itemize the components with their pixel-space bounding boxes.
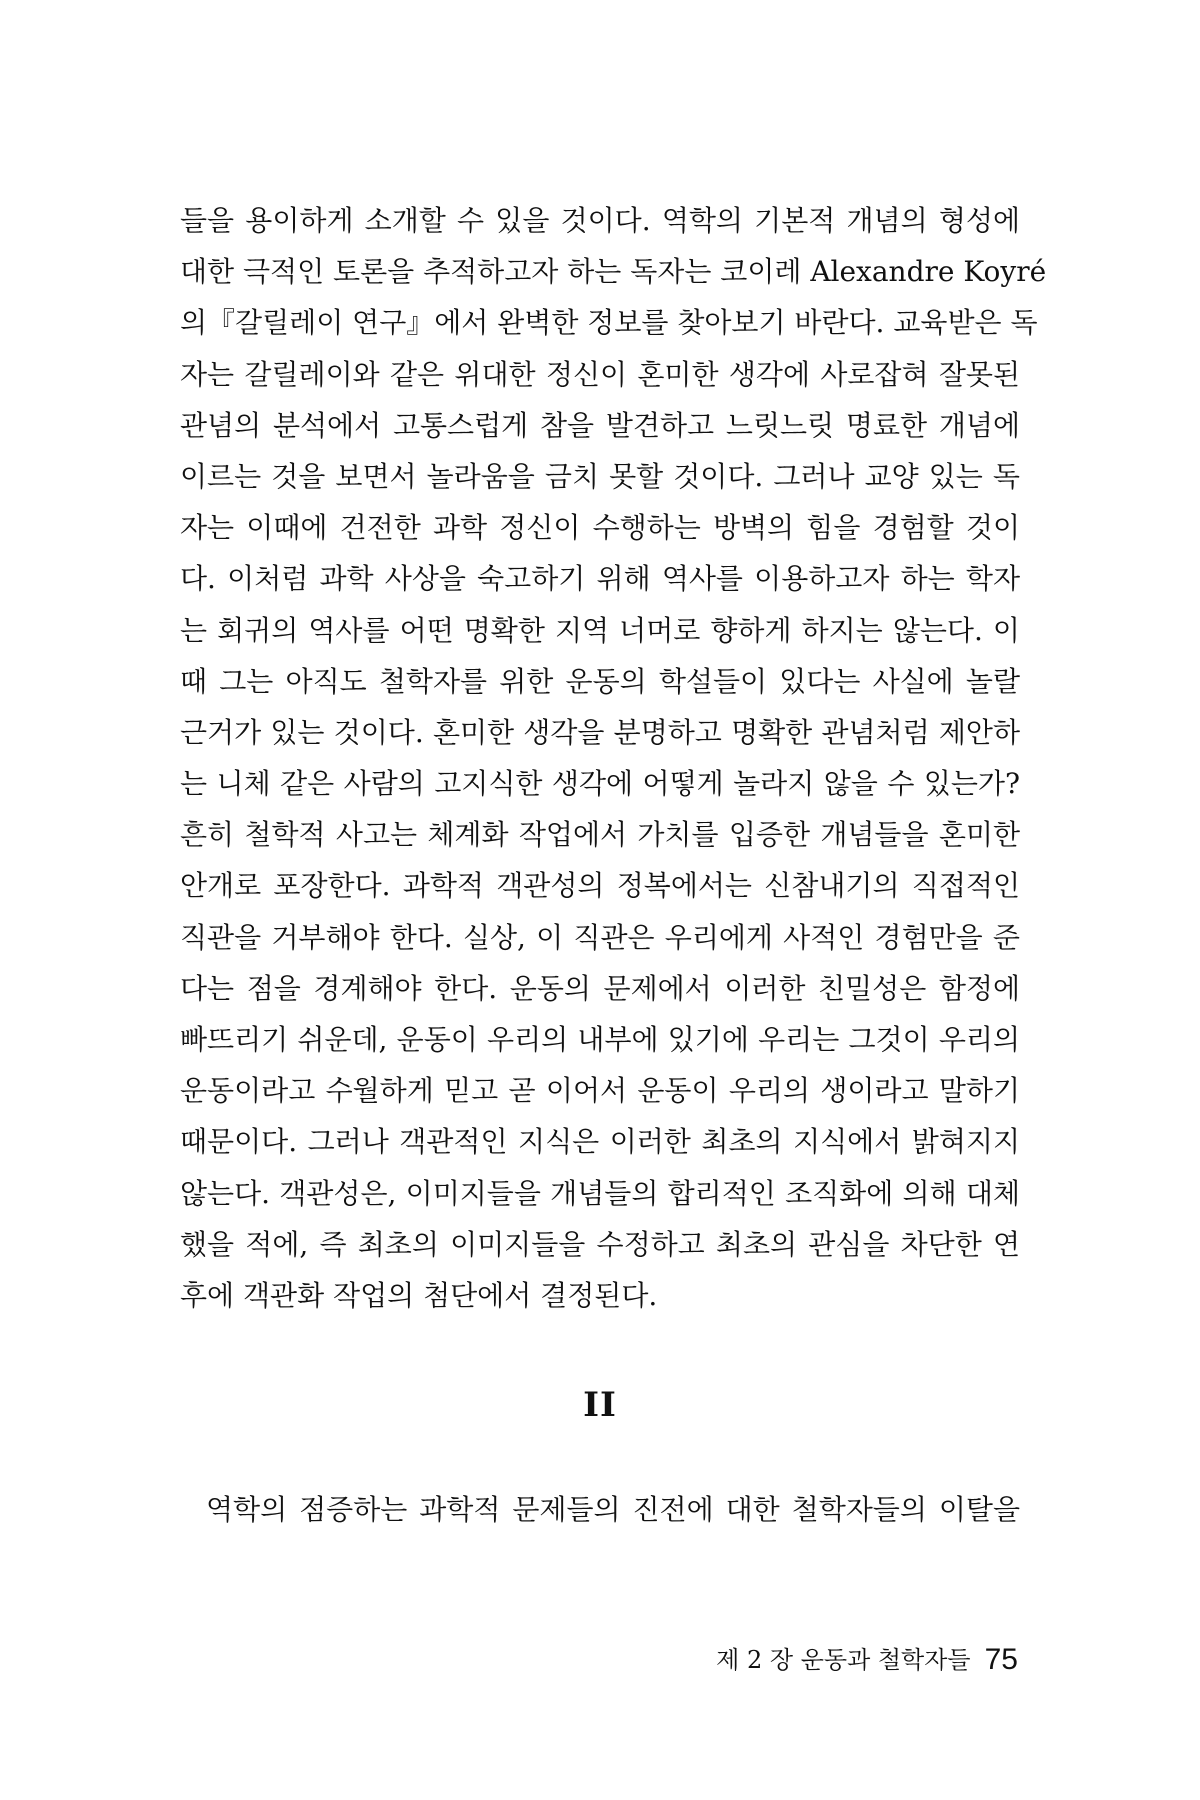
text-line: 안개로 포장한다. 과학적 객관성의 정복에서는 신참내기의 직접적인 xyxy=(180,869,1020,903)
text-line: 때문이다. 그러나 객관적인 지식은 이러한 최초의 지식에서 밝혀지지 xyxy=(180,1125,1020,1159)
text-line-last: 후에 객관화 작업의 첨단에서 결정된다. xyxy=(180,1278,658,1312)
text-line: 는 니체 같은 사람의 고지식한 생각에 어떻게 놀라지 않을 수 있는가? xyxy=(180,767,1020,801)
text-line: 근거가 있는 것이다. 혼미한 생각을 분명하고 명확한 관념처럼 제안하 xyxy=(180,715,1020,749)
running-head: 제 2 장 운동과 철학자들 xyxy=(716,1646,971,1674)
text-line: 빠뜨리기 쉬운데, 운동이 우리의 내부에 있기에 우리는 그것이 우리의 xyxy=(180,1023,1020,1056)
text-line: 다는 점을 경계해야 한다. 운동의 문제에서 이러한 친밀성은 함정에 xyxy=(180,971,1020,1005)
text-line: 흔히 철학적 사고는 체계화 작업에서 가치를 입증한 개념들을 혼미한 xyxy=(180,818,1020,852)
text-line: 관념의 분석에서 고통스럽게 참을 발견하고 느릿느릿 명료한 개념에 xyxy=(180,408,1020,442)
text-line: 직관을 거부해야 한다. 실상, 이 직관은 우리에게 사적인 경험만을 준 xyxy=(180,920,1020,954)
body-paragraph xyxy=(180,195,1047,1321)
section-heading: II xyxy=(583,1385,617,1425)
text-line: 않는다. 객관성은, 이미지들을 개념들의 합리적인 조직화에 의해 대체 xyxy=(180,1176,1020,1210)
text-line: 했을 적에, 즉 최초의 이미지들을 수정하고 최초의 관심을 차단한 연 xyxy=(180,1227,1020,1261)
text-line: 는 회귀의 역사를 어떤 명확한 지역 너머로 향하게 하지는 않는다. 이 xyxy=(180,613,1020,647)
text-line: 자는 갈릴레이와 같은 위대한 정신이 혼미한 생각에 사로잡혀 잘못된 xyxy=(180,357,1020,391)
text-line: 이르는 것을 보면서 놀라움을 금치 못할 것이다. 그러나 교양 있는 독 xyxy=(180,459,1020,493)
page-footer xyxy=(716,1640,1018,1677)
text-line: 자는 이때에 건전한 과학 정신이 수행하는 방벽의 힘을 경험할 것이 xyxy=(180,511,1020,545)
page-number: 75 xyxy=(984,1643,1018,1676)
text-line: 대한 극적인 토론을 추적하고자 하는 독자는 코이레 Alexandre Koyré xyxy=(180,255,1047,289)
text-line: 의『갈릴레이 연구』에서 완벽한 정보를 찾아보기 바란다. 교육받은 독 xyxy=(180,306,1038,340)
text-line: 다. 이처럼 과학 사상을 숙고하기 위해 역사를 이용하고자 하는 학자 xyxy=(180,562,1020,596)
text-line: 운동이라고 수월하게 믿고 곧 이어서 운동이 우리의 생이라고 말하기 xyxy=(180,1074,1020,1108)
text-line: 때 그는 아직도 철학자를 위한 운동의 학설들이 있다는 사실에 놀랄 xyxy=(180,664,1020,698)
text-line: 들을 용이하게 소개할 수 있을 것이다. 역학의 기본적 개념의 형성에 xyxy=(180,204,1020,237)
section-first-line: 역학의 점증하는 과학적 문제들의 진전에 대한 철학자들의 이탈을 xyxy=(206,1493,1020,1526)
